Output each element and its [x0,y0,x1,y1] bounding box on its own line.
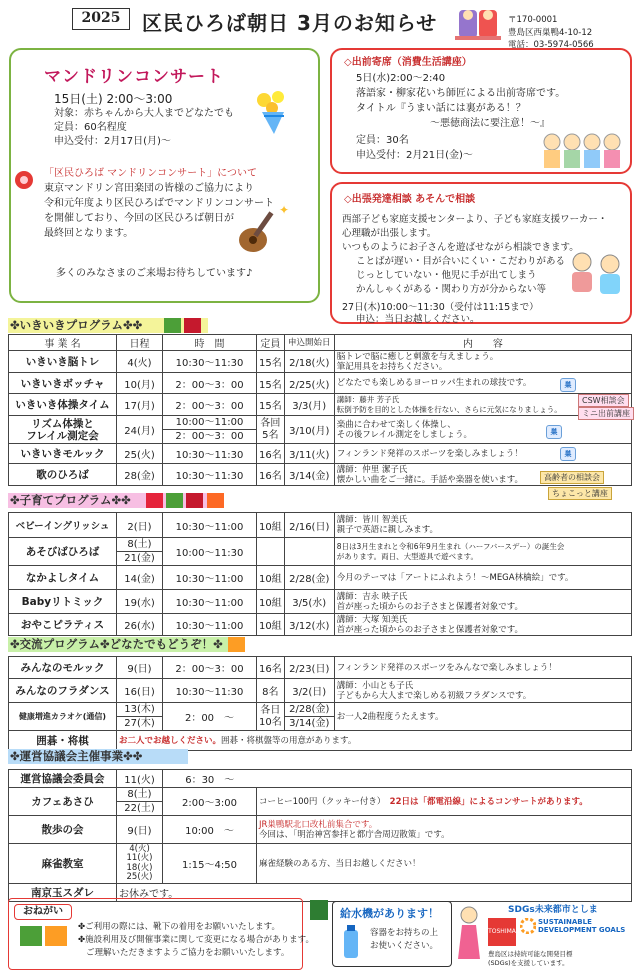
lecture-datetime: 5日(水)2:00～2:40 [356,73,446,84]
lecture-apply: 申込受付：2月21日(金)～ [356,150,473,161]
content-highlight: JR巣鴨駅北口改札前集合です。 [259,819,378,830]
event-time: 6：30 ～ [163,770,257,788]
event-name: あそびばひろば [9,538,117,566]
table-row [9,373,632,394]
event-content [257,816,632,844]
concert-body-line: 最終回となります。 [44,228,134,239]
postal-code: 〒170-0001 [508,15,558,25]
event-name [9,416,117,444]
section-kosodate: ✤子育てプログラム✤✤ [8,493,208,508]
col-header-content: 内 容 [334,335,631,351]
event-date [117,538,163,566]
sdg-goal-icon [166,493,183,508]
consult-point: ことばが遅い・目が合いにくい・こだわりがある [356,256,566,267]
event-date: 4(火) [117,351,163,373]
event-content [334,351,631,373]
concert-capacity: 定員：60名程度 [54,122,127,133]
event-time: 10:00 ～ [163,816,257,844]
event-name: おやこピラティス [9,614,117,636]
cap-line: 各回 [260,417,281,429]
sdgs-city-title: SDGs未来都市としま [508,905,598,915]
tag-csw: CSW相談会 [578,394,629,407]
event-cap: 8名 [257,679,285,703]
event-content: 今月のテーマは「アートにふれよう！～MEGA林檎絵」です。 [334,566,631,590]
content-line: 子どもから大人まで楽しめる初級フラダンスです。 [336,690,532,701]
event-name: 運営協議会委員会 [9,770,117,788]
event-content: 麻雀経験のある方、当日お越しください！ [257,844,632,884]
mandolin-icon [235,198,295,256]
event-time: 10:30～11:00 [163,590,257,614]
consult-point: じっとしていない・他児に手が出てしまう [356,270,537,281]
event-date [117,703,163,731]
event-name: なかよしタイム [9,566,117,590]
section-koryu: ✤交流プログラム✤どなたでもどうぞ！✤ [8,637,244,652]
content-line: 楽曲に合わせて楽しく体操し、 [336,419,456,430]
name-line: フレイル測定会 [26,429,99,442]
event-cap: 15名 [257,351,285,373]
water-body-line: 容器をお持ちの上 [370,928,439,938]
sdg-goal-icon [164,318,181,333]
sdg-goal-icon [186,493,203,508]
date-line: 8(土) [117,538,162,552]
table-row [9,679,632,703]
event-date: 26(水) [117,614,163,636]
event-start: 2/16(日) [284,513,334,538]
event-start: 3/5(水) [284,590,334,614]
event-time: 10:30～11:00 [163,566,257,590]
event-cap: 10組 [257,566,285,590]
lecture-capacity: 定員：30名 [356,135,409,146]
event-cap [257,703,285,731]
flower-icon [14,170,34,190]
event-start [284,538,334,566]
table-row [9,703,632,731]
event-cap: 16名 [257,464,285,486]
sdg-goal-icon [45,926,67,946]
leaf-icon [310,900,328,920]
event-start: 2/28(金) [284,566,334,590]
date-line: 8(土) [117,788,162,802]
event-time: 2：00～3：00 [163,657,257,679]
event-cap: 10組 [257,614,285,636]
event-start: 2/23(日) [284,657,334,679]
consult-datetime: 27日(木)10:00～11:30（受付は11:15まで） [342,302,539,313]
event-start [284,703,334,731]
content-line: 講師：大塚 知美氏 [336,614,408,625]
sdg-goal-icon [228,637,245,652]
event-time: 10:30～11:30 [163,679,257,703]
phone: 電話：03-5974-0566 [508,40,594,50]
section-ikiiki: ✤いきいきプログラム✤✤ [8,318,208,333]
event-time: 10:30～11:30 [163,464,257,486]
event-content [257,770,632,788]
date-line: 22(土) [124,803,155,814]
concert-target: 対象：赤ちゃんから大人までどなたでも [54,108,234,119]
koryu-table [8,656,632,751]
content-line: 懐かしい曲をご一緒に。手話や楽器を使います。 [336,474,524,485]
sdg-goal-icon [184,318,201,333]
event-cap: 15名 [257,373,285,394]
event-content: フィンランド発祥のスポーツをみんなで楽しみましょう！ [334,657,631,679]
notice-line: ✤施設利用及び開催事業に関して変更になる場合があります。 [78,935,314,945]
time-line: 10:00～11:00 [163,416,256,430]
start-line: 2/28(金) [285,703,334,717]
contact-info [508,14,594,52]
table-row [9,444,632,464]
kosodate-table [8,512,632,636]
sdg-icons [20,926,67,949]
event-name: 囲碁・将棋 [9,731,117,751]
content-line: 首が座った頃からのお子さまと保護者対象です。 [336,601,524,612]
event-time: 2：00～3：00 [163,394,257,416]
concert-body-line: 東京マンドリン宮田楽団の皆様のご協力により [44,183,254,194]
table-row [9,566,632,590]
event-start: 3/14(金) [284,464,334,486]
sdg-goal-icon [146,493,163,508]
date-line: 11(火) [126,853,153,863]
event-name: ベビーイングリッシュ [9,513,117,538]
date-line: 25(火) [126,872,153,882]
col-header-name: 事 業 名 [9,335,117,351]
event-time: 2：00 ～ [163,703,257,731]
event-time: 10:30～11:00 [163,513,257,538]
event-time: 2：00～3：00 [163,373,257,394]
col-header-time: 時 間 [163,335,257,351]
start-line: 3/14(金) [289,718,330,729]
content-line: 講師：小山とも子氏 [336,680,414,691]
event-date: 9(日) [117,657,163,679]
date-line: 27(木) [124,718,155,729]
lecture-subject: タイトル『うまい話には裏がある！？ [356,103,526,114]
address: 豊島区西巣鴨4-10-12 [508,27,593,38]
content-line: 8日は3月生まれと令和6年9月生まれ（ハーフバースデー）の誕生会 [336,541,565,551]
event-start: 3/11(火) [284,444,334,464]
event-date: 11(火) [117,770,163,788]
consult-body-line: 西部子ども家庭支援センターより、子ども家庭支援ワーカー・ [342,214,608,225]
event-name: 麻雀教室 [9,844,117,884]
consult-title: ◇出張発達相談 あそんで相談 [344,194,476,205]
section-unei: ✤運営協議会主催事業✤✤ [8,749,188,764]
cap-line: 10名 [259,716,282,728]
event-content [334,679,631,703]
concert-datetime: 15日(土) 2:00～3:00 [54,92,173,106]
event-date: 17(月) [117,394,163,416]
content-line: 転倒予防を目的とした体操を行ない、さらに元気になりましょう。 [336,404,562,414]
event-cap [257,416,285,444]
table-row [9,394,632,416]
sdg-icons [146,493,224,511]
event-name: 散歩の会 [9,816,117,844]
content-line: 講師：藤井 芳子氏 [336,394,400,404]
col-header-cap: 定員 [257,335,285,351]
content-line: 首が座った頃からのお子さまと保護者対象です。 [336,624,524,635]
concert-about-title: 「区民ひろば マンドリンコンサート」について [44,168,257,179]
event-name: 南京玉スダレ [9,884,117,902]
content-line: 親子で英語に親しみます。 [336,525,439,535]
seniors-group-icon [540,128,624,170]
content-text: コーヒー100円（クッキー付き） [259,796,382,807]
consult-apply: 申込：当日お越しください。 [356,314,480,325]
col-header-start: 申込開始日 [284,335,334,351]
sdgs-goals-text: SUSTAINABLE DEVELOPMENT GOALS [538,918,626,934]
event-start: 3/12(水) [284,614,334,636]
event-time [163,416,257,444]
concert-body-line: を開催しており、今回の区民ひろば朝日が [44,213,234,224]
hina-dolls-icon [455,6,501,40]
table-row [9,788,632,816]
time-line: 2：00～3：00 [175,431,244,442]
table-row [9,816,632,844]
event-start: 2/18(火) [284,351,334,373]
notice-line: ご理解いただきますようご協力をお願いいたします。 [86,948,290,958]
tag-mini: ミニ出前講座 [578,407,634,420]
content-highlight: 22日は「都電沿線」によるコンサートがあります。 [389,796,588,807]
date-line: 4(火) [129,843,150,854]
sdgs-sub-line: (SDGs)を支援しています。 [488,959,569,967]
event-time: 10:30～11:00 [163,614,257,636]
content-text: 囲碁・将棋盤等の用意があります。 [221,735,357,746]
event-name: Babyリトミック [9,590,117,614]
event-date: 19(水) [117,590,163,614]
sdg-goal-icon [207,493,224,508]
table-row [9,657,632,679]
date-line: 18(火) [126,862,153,873]
event-start: 3/10(月) [284,416,334,444]
content-highlight: お二人でお越しください。 [119,735,222,746]
event-name: いきいきボッチャ [9,373,117,394]
event-start: 3/2(日) [284,679,334,703]
year-badge: 2025 [72,8,130,30]
event-cap: 10組 [257,513,285,538]
date-line: 21(金) [124,553,155,564]
water-body-line: お使いください。 [370,941,439,951]
content-line: 筆記用具をお持ちください。 [336,361,448,372]
water-bottle-icon [336,924,366,960]
event-name: いきいきモルック [9,444,117,464]
table-row [9,614,632,636]
event-name: みんなのフラダンス [9,679,117,703]
person-icon [454,905,484,961]
event-date: 28(金) [117,464,163,486]
event-cap: 16名 [257,657,285,679]
event-cap: 10組 [257,590,285,614]
toshima-logo: TOSHIMA [488,918,516,946]
event-content [257,788,632,816]
cap-line: 各日 [260,704,281,716]
table-row [9,464,632,486]
unei-table [8,769,632,902]
lecture-title: ◇出前寄席（消費生活講座） [344,57,472,68]
table-row [9,538,632,566]
event-date [117,788,163,816]
event-content: フィンランド発祥のスポーツを楽しみましょう！ [334,444,631,464]
flower-bouquet-icon [250,88,296,136]
concert-closing: 多くのみなさまのご来場お待ちしています♪ [56,268,253,279]
event-date: 2(日) [117,513,163,538]
event-time: 2:00～3:00 [163,788,257,816]
event-time: 1:15～4:50 [163,844,257,884]
date-line: 13(木) [117,703,162,717]
consult-point: かんしゃくがある・関わり方が分からない等 [356,284,547,295]
event-content [334,513,631,538]
event-cap: 15名 [257,394,285,416]
content-line: 講師：吉永 映子氏 [336,591,408,602]
sdg-icons [228,637,245,655]
event-date: 10(月) [117,373,163,394]
notice-line: ✤ご利用の際には、靴下の着用をお願いいたします。 [78,922,280,932]
concert-apply: 申込受付：2月17日(月)～ [54,136,171,147]
event-name: みんなのモルック [9,657,117,679]
event-time: 10:30～11:30 [163,351,257,373]
event-content [334,590,631,614]
table-row [9,513,632,538]
event-cap [257,538,285,566]
table-row [9,731,632,751]
water-title: 給水機があります！ [340,907,439,920]
name-line: リズム体操と [31,417,94,430]
event-name: カフェあさひ [9,788,117,816]
sdgs-sub-line: 豊島区は持続可能な開発目標 [488,950,573,958]
table-row [9,590,632,614]
content-line: 脳トレで脳に癒しと刺激を与えましょう。 [336,351,499,362]
event-date: 14(金) [117,566,163,590]
event-start: 2/25(火) [284,373,334,394]
children-playing-icon [566,250,626,298]
table-row [9,844,632,884]
content-text: 今回は、「明治神宮参拝と都庁舎周辺散策」です。 [259,829,450,840]
event-start: 3/3(月) [284,394,334,416]
event-content: お一人2曲程度うたえます。 [334,703,631,731]
event-cap: 16名 [257,444,285,464]
event-name: 健康増進カラオケ(通信) [9,703,117,731]
concert-title: マンドリンコンサート [44,67,224,87]
event-date: 9(日) [117,816,163,844]
concert-body-line: 令和元年度より区民ひろばでマンドリンコンサート [44,198,274,209]
event-content: どなたでも楽しめるヨーロッパ生まれの球技です。 [334,373,631,394]
event-name: いきいき脳トレ [9,351,117,373]
event-content [117,731,632,751]
event-date: 24(月) [117,416,163,444]
event-content [334,538,631,566]
sdgs-wheel-icon [520,918,536,934]
svg-text:✦: ✦ [279,203,290,217]
content-line: 講師：皆川 智美氏 [336,515,408,525]
tag-elder: 高齢者の相談会 [540,471,604,484]
sdg-goal-icon [20,926,42,946]
event-time: 10:30～11:30 [163,444,257,464]
event-time: 10:00～11:30 [163,538,257,566]
col-header-date: 日程 [117,335,163,351]
event-date [117,844,163,884]
cap-line: 5名 [262,429,279,441]
table-row [9,770,632,788]
content-line: があります。両日、大型遊具で遊べます。 [336,551,479,561]
event-date: 16(日) [117,679,163,703]
consult-body-line: 心理職が出張します。 [342,228,437,239]
table-row [9,351,632,373]
event-content [334,614,631,636]
table-row [9,416,632,444]
lecture-subject2: ～悪徳商法に要注意！～』 [430,118,550,129]
ikiiki-table [8,334,632,486]
event-name: 歌のひろば [9,464,117,486]
tag-chotto: ちょこっと講座 [548,487,612,500]
content-line: 講師：仲里 潔子氏 [336,464,408,475]
page-title: 区民ひろば朝日 3月のお知らせ [142,11,438,35]
event-date: 25(火) [117,444,163,464]
content-line: その後フレイル測定をしましょう。 [336,429,472,440]
consult-body-line: いつものようにお子さんを遊ばせながら相談できます。 [342,242,579,253]
event-name: いきいき体操タイム [9,394,117,416]
event-content: お休みです。 [117,884,632,902]
onegai-label: おねがい [14,904,72,920]
csw-badge-icon: 巣 [560,378,576,392]
csw-badge-icon: 巣 [560,447,576,461]
csw-badge-icon: 巣 [546,425,562,439]
lecture-performer: 落語家・柳家花いち師匠による出前寄席です。 [356,88,566,99]
